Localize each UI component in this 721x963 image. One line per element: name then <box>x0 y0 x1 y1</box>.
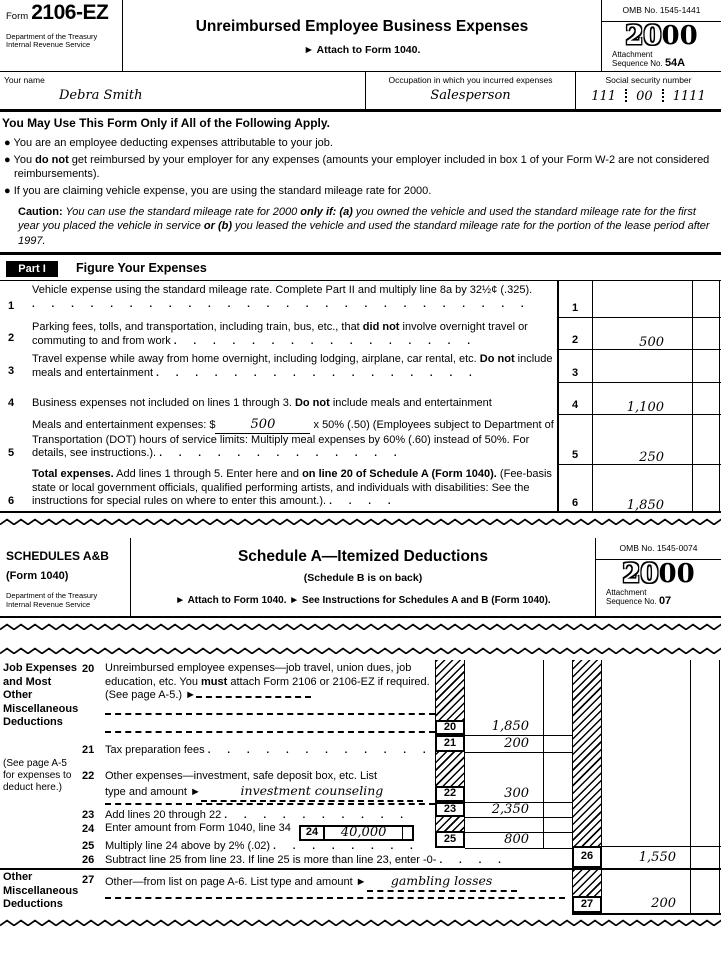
schedA-title-block <box>131 538 595 618</box>
line27-box: 27 <box>572 896 602 913</box>
line24-amount[interactable]: 40,000 <box>325 827 403 839</box>
line22-type-field[interactable]: investment counseling <box>201 784 423 802</box>
line1-amount[interactable] <box>592 281 692 318</box>
line20-writein[interactable] <box>196 689 311 698</box>
line27-amount[interactable]: 200 <box>651 896 676 911</box>
line3-number: 3 <box>8 364 15 377</box>
torn-edge <box>0 517 721 525</box>
occupation-cell <box>365 72 575 112</box>
line22-box: 22 <box>435 786 465 802</box>
line4-row <box>0 383 721 415</box>
line1-row <box>0 281 721 318</box>
line6-row <box>0 465 721 513</box>
line25-box: 25 <box>435 831 465 848</box>
line5-row <box>0 415 721 465</box>
line2-number: 2 <box>8 331 15 344</box>
f2106-eligibility-rules <box>0 112 721 252</box>
part1-band <box>0 252 721 281</box>
schedA-title: Schedule A—Itemized Deductions <box>237 548 489 565</box>
name-field[interactable]: Debra Smith <box>59 88 143 103</box>
schedules-title: SCHEDULES A&B <box>6 549 109 563</box>
line6-amount[interactable]: 1,850 <box>626 498 664 513</box>
line26-amount[interactable]: 1,550 <box>638 850 676 865</box>
schedA-form-number-block <box>0 538 131 618</box>
omb-number: OMB No. 1545-1441 <box>602 0 721 22</box>
line4-number: 4 <box>8 396 15 409</box>
ssn-field[interactable]: 111 00 1111 <box>591 89 706 104</box>
line23-number: 23 <box>82 809 95 821</box>
line22-text: Other expenses—investment, safe deposit box, etc. List <box>105 770 378 782</box>
line24-inline-box: 24 40,000 <box>299 825 414 841</box>
torn-edge <box>0 646 721 654</box>
rules-heading: You May Use This Form Only if All of the Following Apply. <box>2 116 331 130</box>
line21-box: 21 <box>435 735 465 752</box>
ssn-separator <box>662 89 664 102</box>
schedA-job-expenses-table <box>0 660 721 915</box>
f2106-omb-block <box>601 0 721 72</box>
line4-amount[interactable]: 1,100 <box>626 400 664 415</box>
f2106-title-block <box>123 0 601 72</box>
attach-note: ► Attach to Form 1040. <box>303 43 421 56</box>
name-label: Your name <box>4 75 45 85</box>
section-divider <box>0 868 721 870</box>
form-number: 2106-EZ <box>31 1 109 24</box>
line26-text: Subtract line 25 from line 23. If line 25 is more than line 23, enter -0- . . . . <box>105 854 508 866</box>
torn-edge <box>0 622 721 630</box>
line5-text: Meals and entertainment expenses: $ 500 x 50% (.50) (Employees subject to Department of Transportation (DOT) hours of service limits: Multiply meal expenses by 60% (.60) instead of 50%. For details, see instructions.). . . . . . . . . . . . . . <box>32 417 554 459</box>
line20-writein-line[interactable] <box>105 713 435 715</box>
occupation-field[interactable]: Salesperson <box>430 88 511 103</box>
line1-number: 1 <box>8 299 15 312</box>
form-1040-label: (Form 1040) <box>6 569 69 582</box>
line21-amount[interactable]: 200 <box>504 736 529 751</box>
cents-divider <box>543 660 544 848</box>
margin-job-expenses: Job Expenses and Most Other Miscellaneous Deductions <box>3 662 79 728</box>
ssn-cell <box>575 72 721 112</box>
line26-box: 26 <box>572 846 602 868</box>
line26-number: 26 <box>82 854 95 866</box>
occupation-label: Occupation in which you incurred expenses <box>388 75 553 85</box>
attach-note: ► Attach to Form 1040. ► See Instructions for Schedules A and B (Form 1040). <box>175 595 551 606</box>
line24-cents <box>403 827 412 839</box>
line1-box: 1 <box>571 301 579 314</box>
line20-writein-line[interactable] <box>105 731 435 733</box>
torn-edge <box>0 918 721 926</box>
rule-bullet-3: ● If you are claiming vehicle expense, you are using the standard mileage rate for 2000. <box>4 185 432 197</box>
line3-text: Travel expense while away from home overnight, including lodging, airplane, car rental, etc. Do not include meals and entertainment . . . . . . . . . . . . . . . . . <box>32 353 553 379</box>
line5-box: 5 <box>571 448 579 461</box>
ssn-separator <box>625 89 627 102</box>
line20-amount[interactable]: 1,850 <box>491 719 529 734</box>
dept-line2: Internal Revenue Service <box>6 599 91 609</box>
tax-year: 2000 <box>622 558 695 589</box>
line20-number: 20 <box>82 663 95 675</box>
line5-amount[interactable]: 250 <box>639 450 664 465</box>
part1-label: Part I <box>6 261 58 277</box>
omb-number: OMB No. 1545-0074 <box>596 538 721 560</box>
tax-year: 2000 <box>625 20 698 51</box>
line2-amount[interactable]: 500 <box>639 335 664 350</box>
line1-text: Vehicle expense using the standard mileage rate. Complete Part II and multiply line 8a by 32½¢ (.325). . . . . . . . . . . . . . . . . . . . . . . . . . . <box>32 284 533 310</box>
schedA-header <box>0 538 721 618</box>
part1-title: Figure Your Expenses <box>76 261 207 275</box>
line21-text: Tax preparation fees . . . . . . . . . . . . <box>105 744 433 756</box>
f2106-form-number-block <box>0 0 123 72</box>
margin-see-note: (See page A-5 for expenses to deduct here.) <box>3 758 72 793</box>
line27-writein-line[interactable] <box>105 897 565 899</box>
ssn-label: Social security number <box>605 75 692 85</box>
line5-number: 5 <box>8 446 15 459</box>
f2106-header <box>0 0 721 72</box>
form-title: Unreimbursed Employee Business Expenses <box>195 18 529 35</box>
f2106-identity-row <box>0 72 721 112</box>
line25-amount[interactable]: 800 <box>504 832 529 847</box>
line24-text: Enter amount from Form 1040, line 34 24 40,000 <box>105 822 435 841</box>
dept-line1: Department of the Treasury <box>6 591 98 600</box>
line27-type-field[interactable]: gambling losses <box>367 874 517 892</box>
line27-text: Other—from list on page A-6. List type and amount ► gambling losses <box>105 874 565 892</box>
cents-divider <box>690 660 691 913</box>
hatched-strip-outer <box>572 660 602 913</box>
line3-row <box>0 350 721 383</box>
line25-text: Multiply line 24 above by 2% (.02) . . . . . . . . <box>105 840 420 852</box>
attachment-sequence: Attachment Sequence No. 07 <box>606 587 672 607</box>
line23-amount[interactable]: 2,350 <box>491 802 529 817</box>
line4-text: Business expenses not included on lines 1 through 3. Do not include meals and entertainment <box>32 397 492 409</box>
f2106-expense-table <box>0 281 721 513</box>
line3-box: 3 <box>571 366 579 379</box>
rule-bullet-1: ● You are an employee deducting expenses attributable to your job. <box>4 136 333 149</box>
line3-amount[interactable] <box>592 350 692 383</box>
line22-writein-line[interactable] <box>105 803 435 805</box>
line6-text: Total expenses. Add lines 1 through 5. Enter here and on line 20 of Schedule A (Form 1040). (Fee-basis state or local government officials, qualified performing artists, and individuals with disabilities: See the instructions for special rules on where to enter this amount.). . . . . <box>32 468 552 507</box>
dept-line1: Department of the Treasury <box>6 31 98 41</box>
line24-number: 24 <box>82 823 95 835</box>
dept-line2: Internal Revenue Service <box>6 40 91 49</box>
line22-amount[interactable]: 300 <box>504 786 529 801</box>
meals-entry-field[interactable]: 500 <box>215 418 310 434</box>
line4-box: 4 <box>571 398 579 411</box>
bullet-icon: ● <box>4 154 11 166</box>
rule-bullet-2: ● You do not get reimbursed by your employer for any expenses (amounts your employer included in box 1 of your Form W-2 are not considered reimbursements). <box>4 154 710 180</box>
bullet-icon: ● <box>4 185 11 197</box>
bullet-icon: ● <box>4 136 11 149</box>
form-word: Form <box>6 11 29 22</box>
hatched-strip-inner <box>435 660 465 848</box>
line27-number: 27 <box>82 874 95 886</box>
line6-box: 6 <box>571 496 579 509</box>
line23-box: 23 <box>435 802 465 817</box>
line20-text: Unreimbursed employee expenses—job travel, union dues, job education, etc. You must attach Form 2106 or 2106-EZ if required. (See page A-5.) ► <box>105 662 430 701</box>
line25-number: 25 <box>82 840 95 852</box>
line20-box: 20 <box>435 720 465 735</box>
schedA-omb-block <box>595 538 721 618</box>
caution-note: Caution: You can use the standard mileage rate for 2000 only if: (a) you owned the vehicle and used the standard mileage rate for the first year you placed the vehicle in service or (b) you leased the vehicle and used the standard mileage rate for the portion of the lease period after 1997. <box>18 205 710 247</box>
attachment-sequence: Attachment Sequence No. 54A <box>612 49 686 69</box>
line2-box: 2 <box>571 333 579 346</box>
line6-number: 6 <box>8 494 15 507</box>
margin-other-misc: Other Miscellaneous Deductions <box>3 871 79 910</box>
line2-row <box>0 318 721 350</box>
line21-number: 21 <box>82 744 95 756</box>
name-cell <box>0 72 365 112</box>
line23-text: Add lines 20 through 22 . . . . . . . . . . <box>105 809 411 821</box>
line22-type-line: type and amount ► investment counseling <box>105 784 435 802</box>
schedB-note: (Schedule B is on back) <box>303 571 423 584</box>
line22-number: 22 <box>82 770 95 782</box>
line2-text: Parking fees, tolls, and transportation, including train, bus, etc., that did not involve overnight travel or commuting to and from work . . . . . . . . . . . . . . . . <box>32 321 528 347</box>
